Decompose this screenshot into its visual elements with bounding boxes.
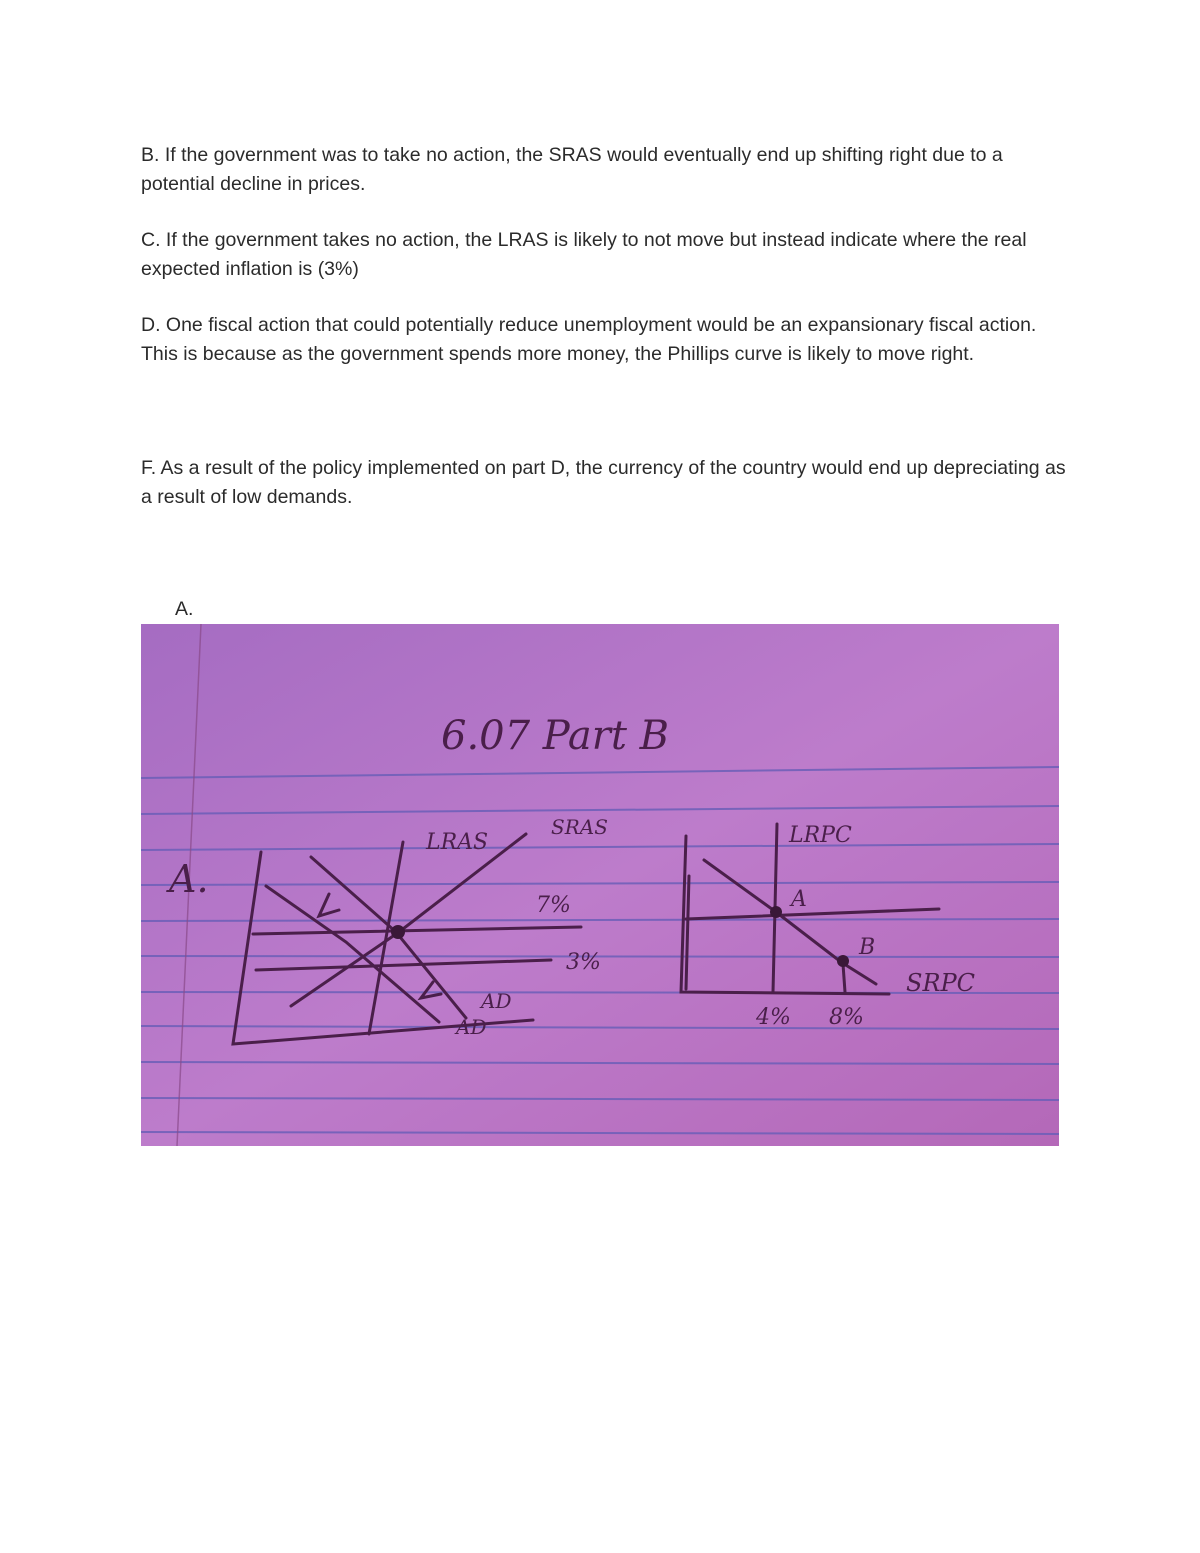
adas-equilibrium-point [391,925,405,939]
ad-label-2: AD [456,1015,487,1039]
point-b-drop-line [843,964,845,992]
answer-d-paragraph: D. One fiscal action that could potentially reduce unemployment would be an expansionary fiscal action. This is because as the government spends more money, the Phillips curve is likely to move right. [141,314,1037,365]
point-b-label: B [859,935,876,960]
handwritten-graph-photo [141,624,1059,1146]
lras-label: LRAS [426,830,489,855]
sketch-title: 6.07 Part B [441,713,670,759]
answer-b-paragraph: B. If the government was to take no action, the SRAS would eventually end up shifting right due to a potential decline in prices. [141,144,1003,195]
sras-label: SRAS [551,815,608,839]
srpc-label: SRPC [906,969,976,997]
point-b-dot [837,955,849,967]
lrpc-label: LRPC [789,823,852,848]
answer-f-paragraph: F. As a result of the policy implemented on part D, the currency of the country would end up depreciating as a result of low demands. [141,457,1066,508]
point-a-label: A [791,887,807,912]
sketch-margin-label: A. [169,857,209,901]
point-a-dot [770,906,782,918]
answer-c-paragraph: C. If the government takes no action, the LRAS is likely to not move but instead indicate where the real expected inflation is (3%) [141,229,1027,280]
section-a-label: A. [175,598,194,620]
inflation-7-label: 7% [536,893,571,918]
unemployment-8-label: 8% [829,1005,864,1030]
ad-label-1: AD [481,989,512,1013]
inflation-3-label: 3% [566,950,601,975]
unemployment-4-label: 4% [756,1005,791,1030]
